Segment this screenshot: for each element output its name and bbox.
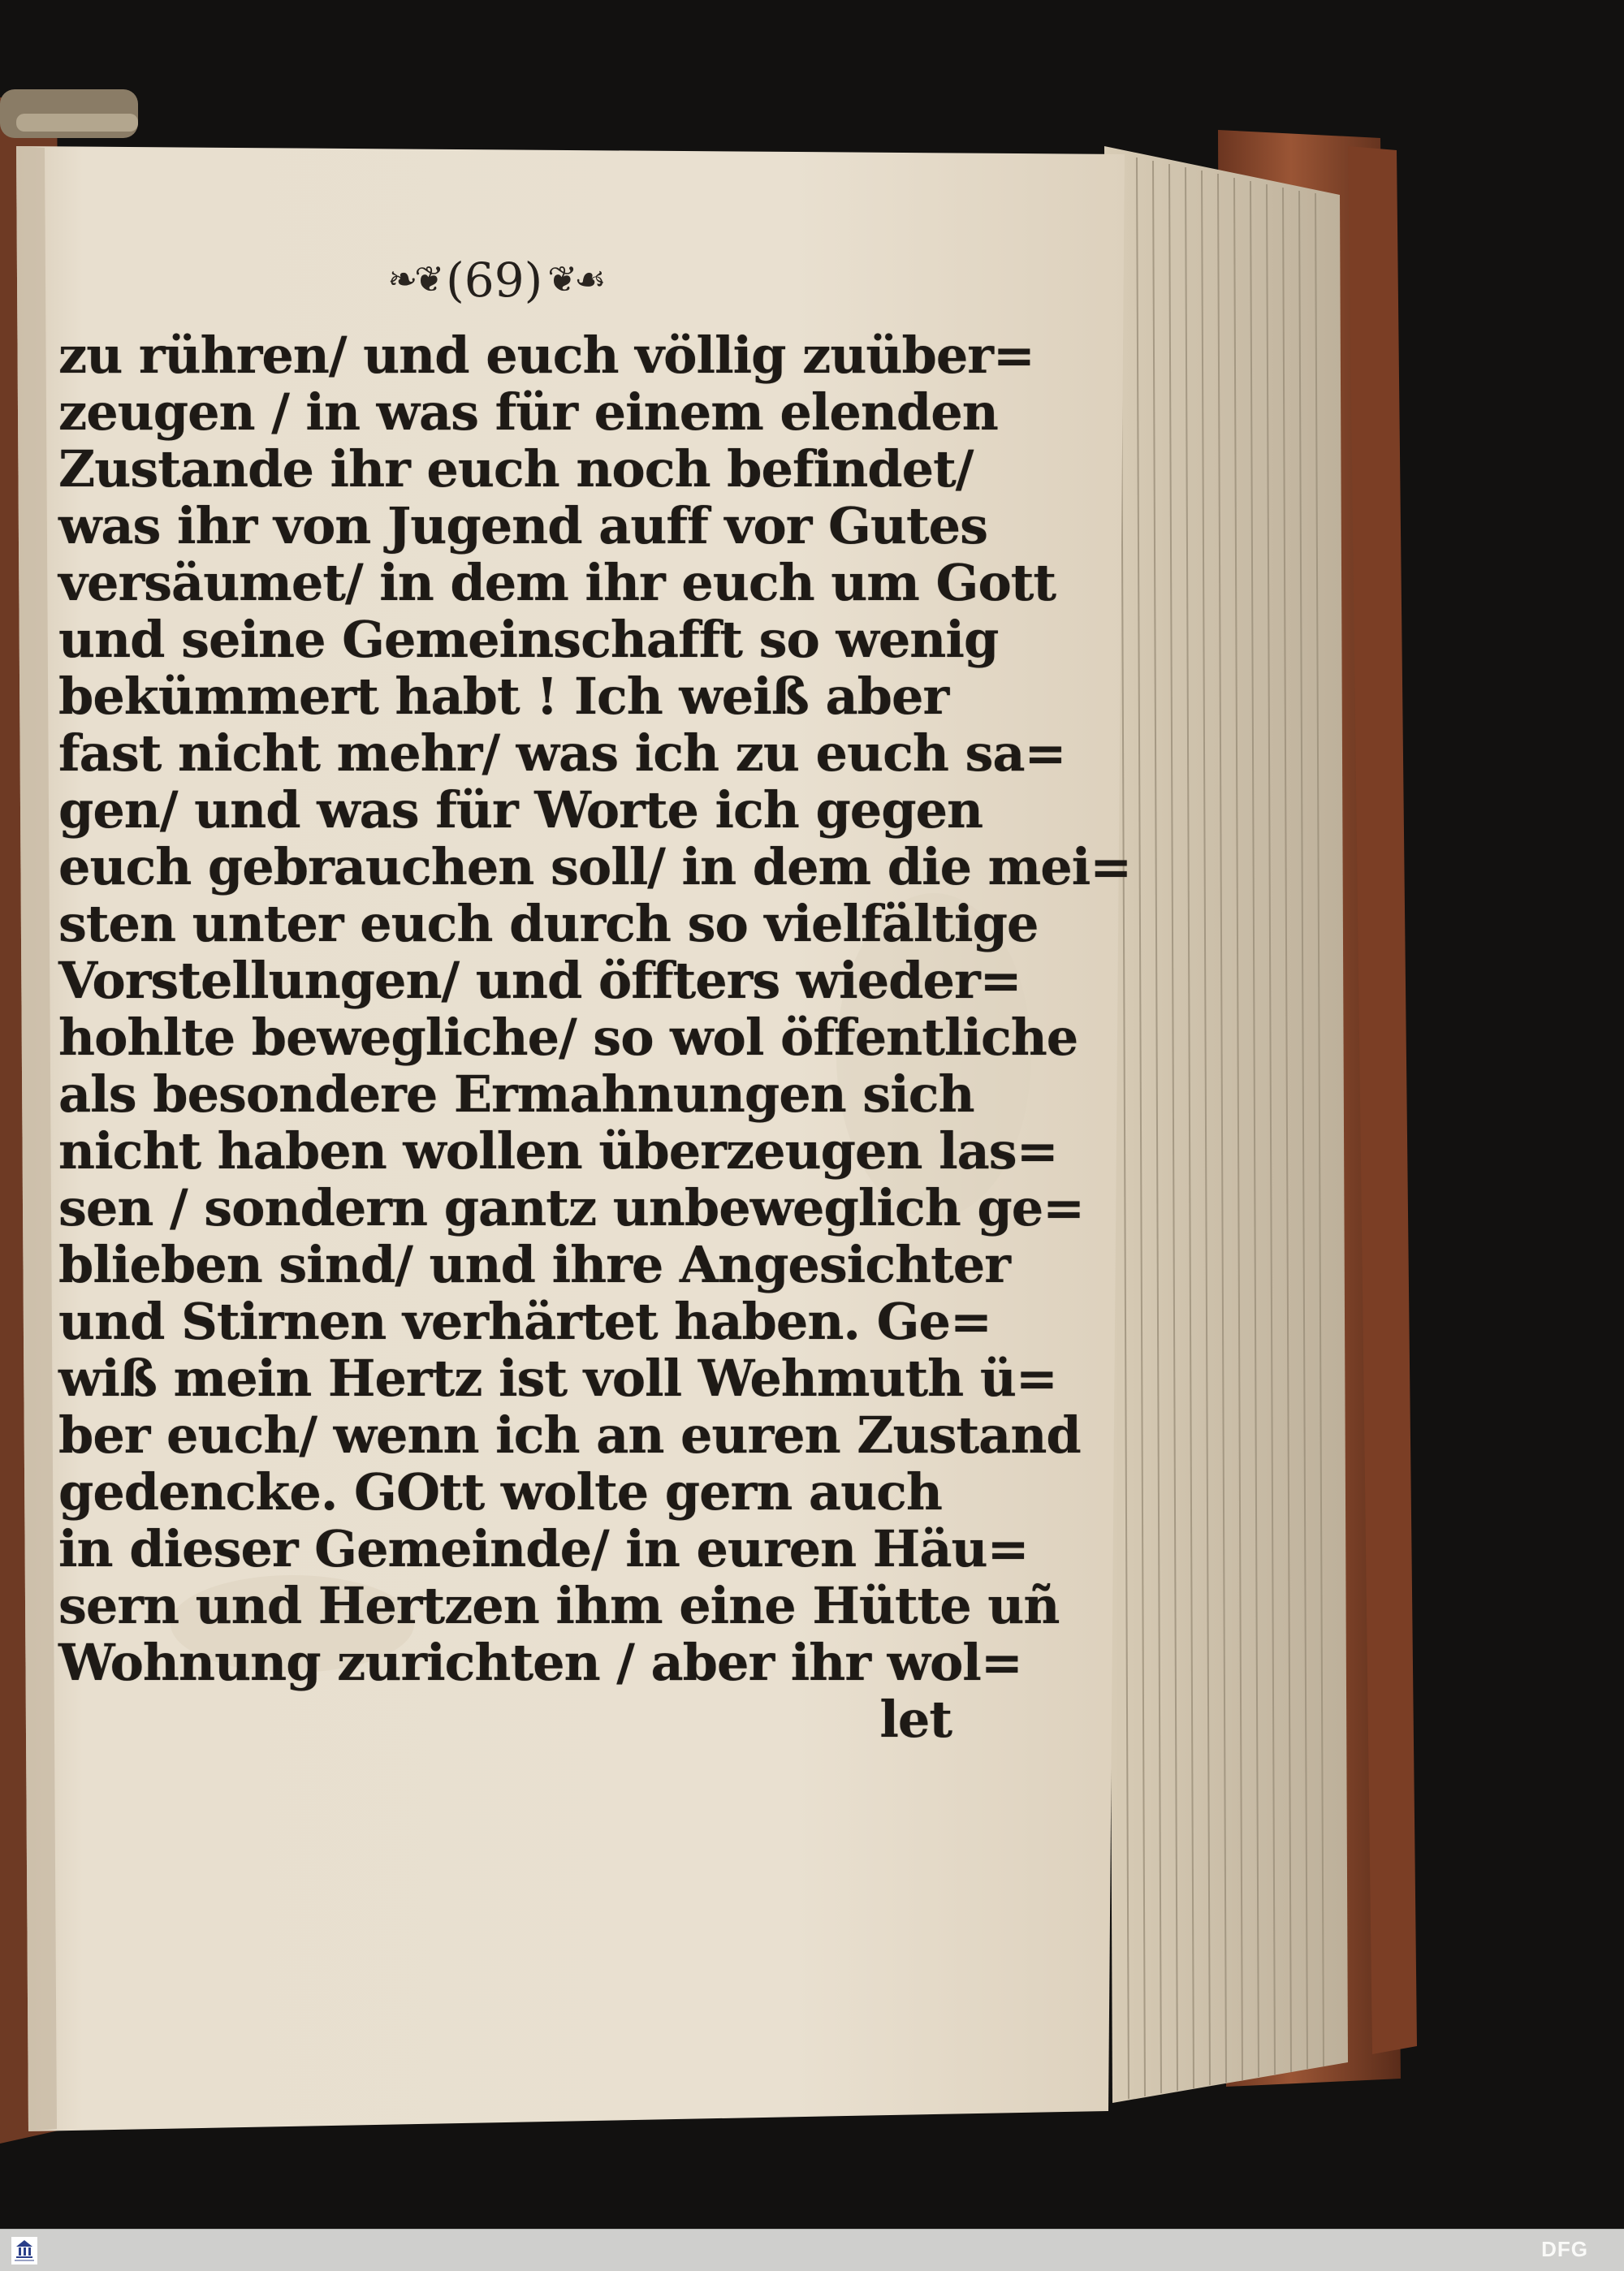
- page-number-value: 69: [464, 252, 525, 308]
- text-line: bekümmert habt ! Ich weiß aber: [58, 667, 949, 726]
- text-line: Wohnung zurichten / aber ihr wol=: [58, 1633, 1022, 1692]
- library-logo-icon[interactable]: [11, 2237, 37, 2265]
- text-line: sen / sondern gantz unbeweglich ge=: [58, 1178, 1085, 1237]
- text-line: blieben sind/ und ihre Angesichter: [58, 1235, 1010, 1294]
- dfg-logo[interactable]: DFG: [1541, 2237, 1588, 2261]
- text-line: hohlte bewegliche/ so wol öffentliche: [58, 1008, 1078, 1067]
- text-line: gen/ und was für Worte ich gegen: [58, 780, 983, 840]
- text-line: Vorstellungen/ und öffters wieder=: [58, 951, 1021, 1010]
- text-line: ber euch/ wenn ich an euren Zustand: [58, 1405, 1081, 1465]
- text-line: gedencke. GOtt wolte gern auch: [58, 1462, 942, 1522]
- text-line: und seine Gemeinschafft so wenig: [58, 610, 999, 669]
- text-line: und Stirnen verhärtet haben. Ge=: [58, 1292, 991, 1351]
- text-line: fast nicht mehr/ was ich zu euch sa=: [58, 723, 1066, 783]
- text-line: nicht haben wollen überzeugen las=: [58, 1121, 1058, 1181]
- text-line: versäumet/ in dem ihr euch um Gott: [58, 553, 1056, 612]
- text-line: in dieser Gemeinde/ in euren Häu=: [58, 1519, 1029, 1578]
- viewer-footer: [0, 2229, 1624, 2271]
- text-line: zu rühren/ und euch völlig zuüber=: [58, 326, 1034, 385]
- text-line: als besondere Ermahnungen sich: [58, 1064, 974, 1124]
- text-line: Zustande ihr euch noch befindet/: [58, 439, 974, 499]
- text-line: was ihr von Jugend auff vor Gutes: [58, 496, 988, 555]
- text-line: wiß mein Hertz ist voll Wehmuth ü=: [58, 1349, 1057, 1408]
- text-line: zeugen / in was für einem elenden: [58, 382, 998, 442]
- page-number: ❧❦ (69) ❦☙: [341, 244, 650, 309]
- text-line: euch gebrauchen soll/ in dem die mei=: [58, 837, 1132, 896]
- text-line: sern und Hertzen ihm eine Hütte uñ: [58, 1576, 1060, 1635]
- catchword: let: [879, 1690, 952, 1749]
- ornament-left-icon: ❧❦: [387, 258, 442, 300]
- ornament-right-icon: ❦☙: [547, 258, 603, 300]
- text-line: sten unter euch durch so vielfältige: [58, 894, 1039, 953]
